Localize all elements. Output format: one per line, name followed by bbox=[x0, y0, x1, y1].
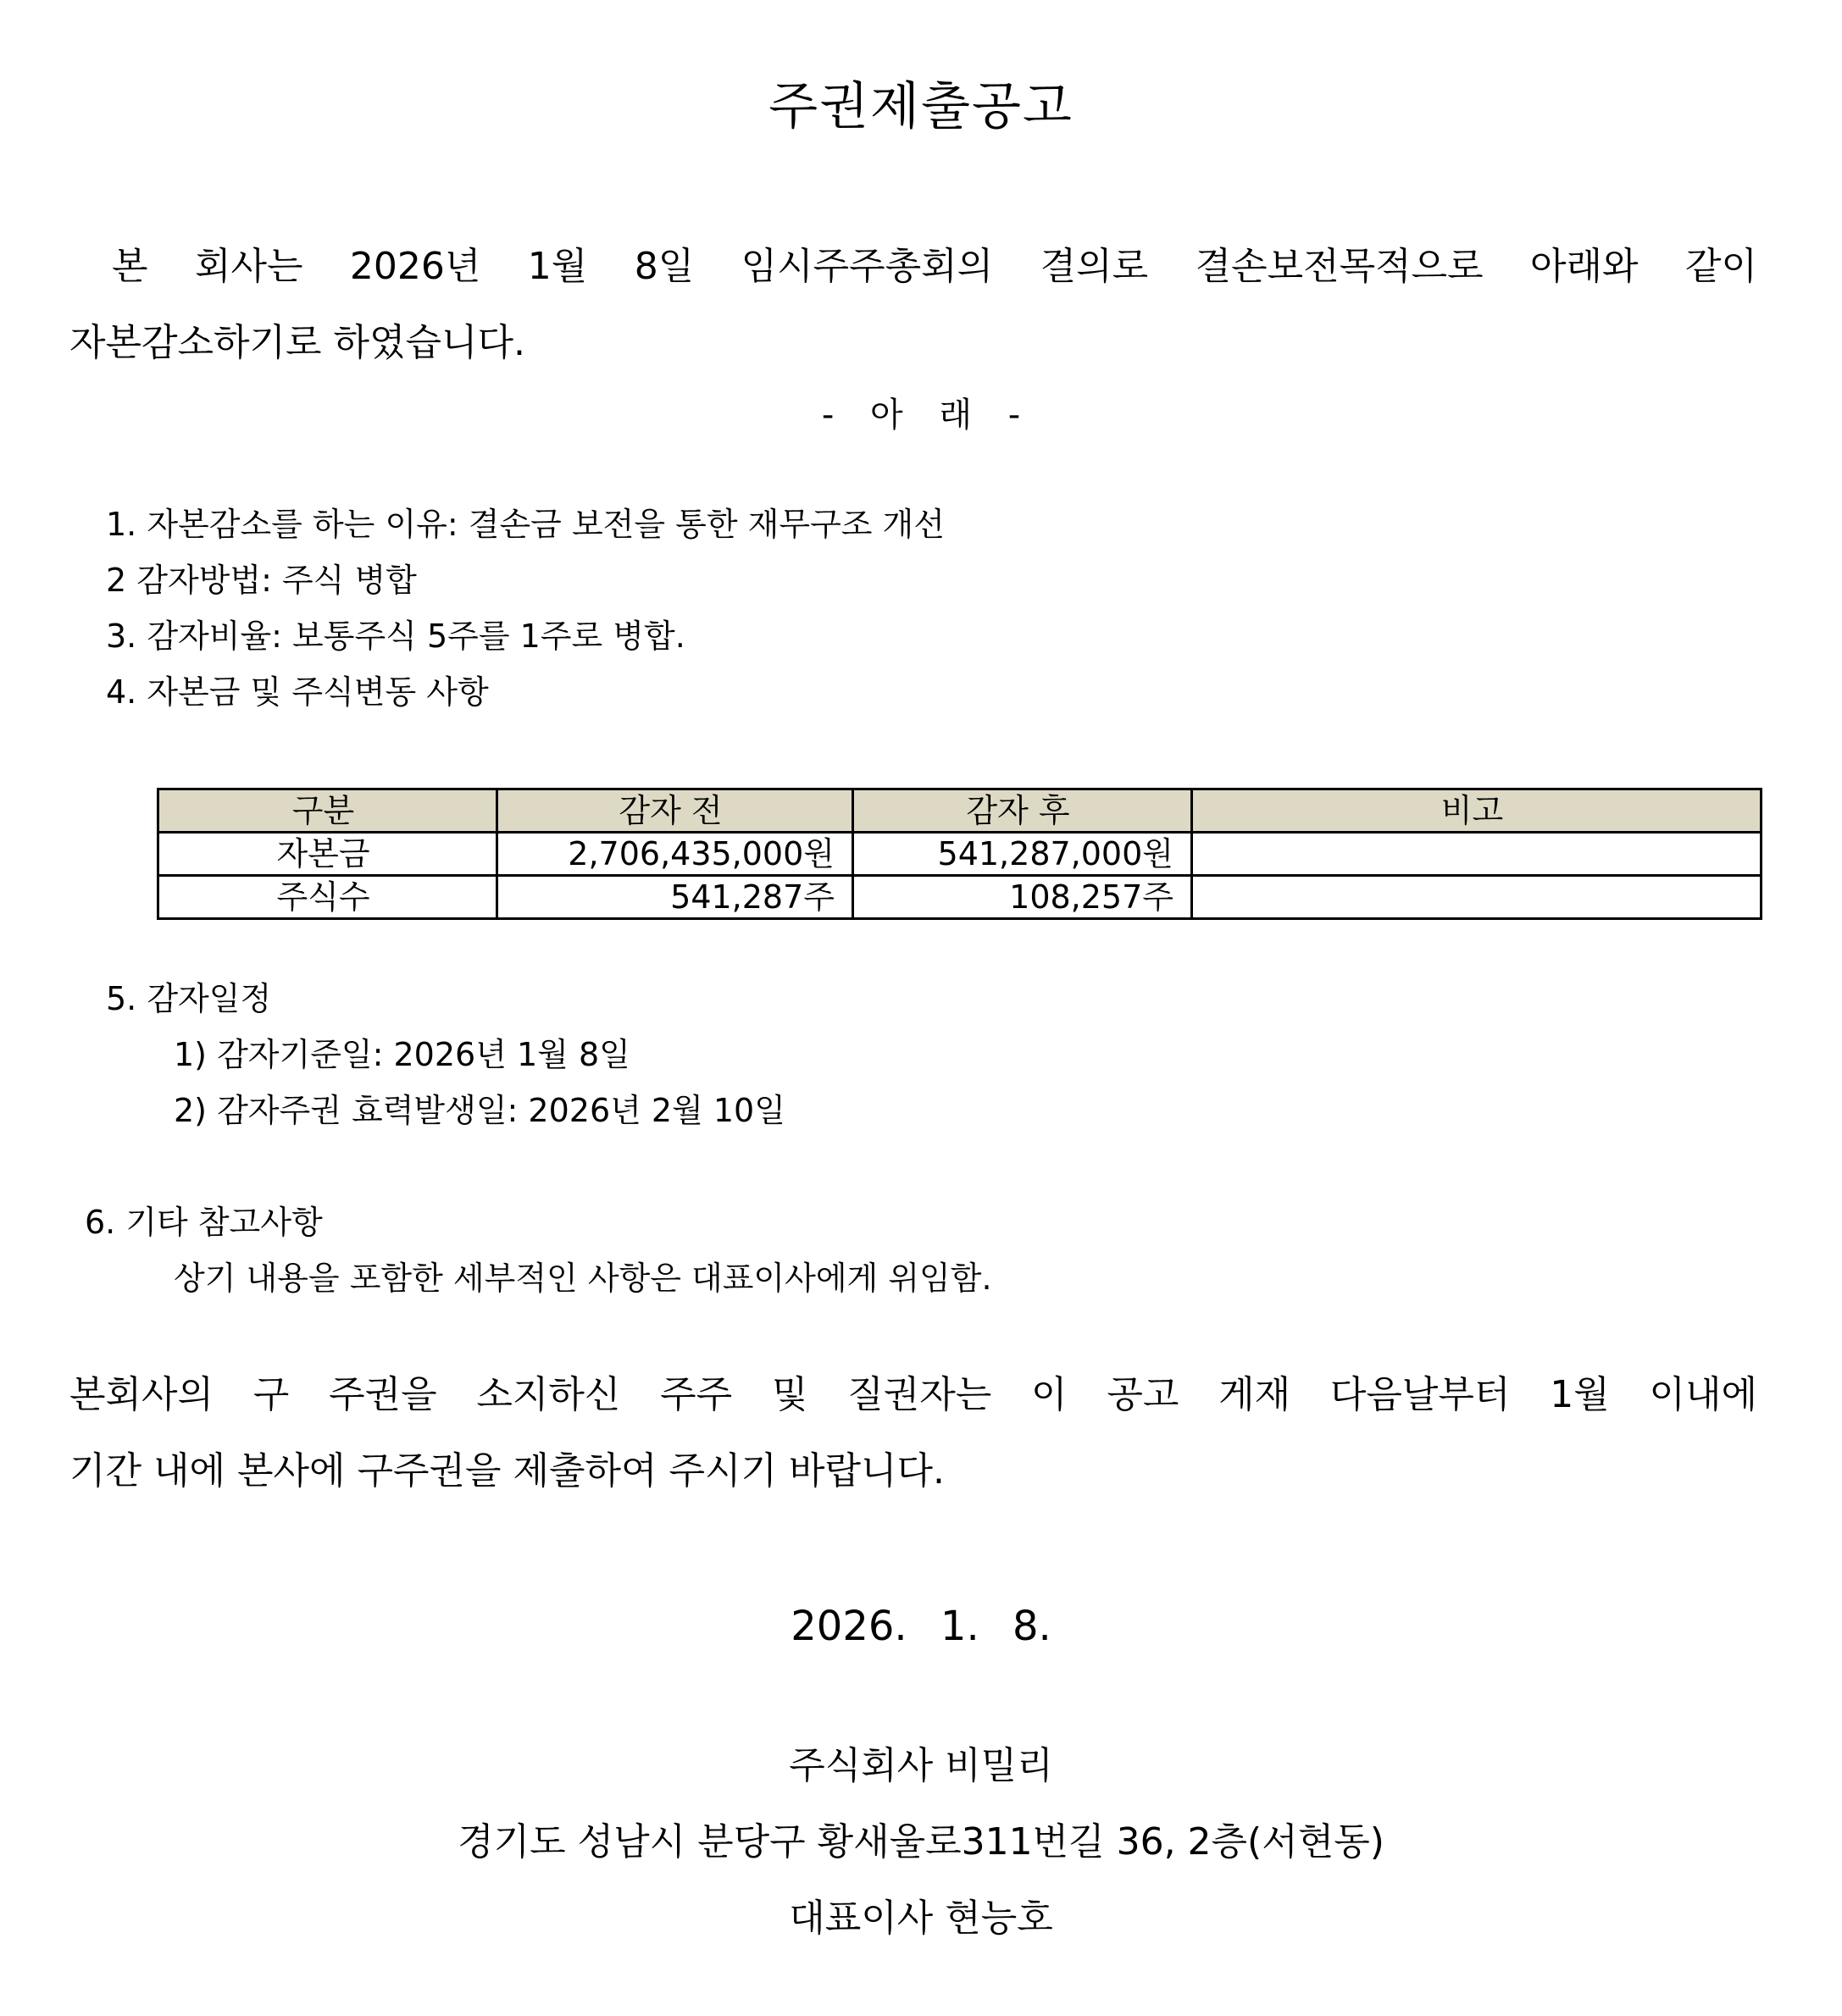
header-remarks: 비고 bbox=[1192, 789, 1762, 833]
list-item-method: 2 감자방법: 주식 병합 bbox=[106, 562, 417, 599]
header-category: 구분 bbox=[158, 789, 497, 833]
schedule-item-record-date: 1) 감자기준일: 2026년 1월 8일 bbox=[174, 1036, 630, 1073]
cell-before: 2,706,435,000원 bbox=[497, 833, 853, 876]
intro-line-2: 자본감소하기로 하였습니다. bbox=[69, 321, 526, 364]
document-title: 주권제출공고 bbox=[768, 77, 1074, 136]
below-marker: - 아 래 - bbox=[821, 396, 1021, 435]
cell-remarks bbox=[1192, 833, 1762, 876]
cell-category: 자본금 bbox=[158, 833, 497, 876]
other-heading: 6. 기타 참고사항 bbox=[85, 1204, 323, 1241]
cell-category: 주식수 bbox=[158, 876, 497, 919]
header-before: 감자 전 bbox=[497, 789, 853, 833]
cell-remarks bbox=[1192, 876, 1762, 919]
company-address: 경기도 성남시 분당구 황새울로311번길 36, 2층(서현동) bbox=[458, 1820, 1384, 1864]
cell-after: 541,287,000원 bbox=[853, 833, 1192, 876]
closing-line-2: 기간 내에 본사에 구주권을 제출하여 주시기 바랍니다. bbox=[69, 1449, 945, 1493]
other-text: 상기 내용을 포함한 세부적인 사항은 대표이사에게 위임함. bbox=[174, 1260, 992, 1297]
cell-after: 108,257주 bbox=[853, 876, 1192, 919]
closing-line-1: 본회사의 구 주권을 소지하신 주주 및 질권자는 이 공고 게재 다음날부터 1월 이내에 bbox=[69, 1373, 1757, 1416]
table-row bbox=[158, 876, 1762, 919]
notice-date: 2026. 1. 8. bbox=[791, 1603, 1051, 1650]
header-after: 감자 후 bbox=[853, 789, 1192, 833]
list-item-changes: 4. 자본금 및 주식변동 사항 bbox=[106, 673, 489, 711]
representative-name: 대표이사 현능호 bbox=[789, 1897, 1053, 1940]
list-item-ratio: 3. 감자비율: 보통주식 5주를 1주로 병합. bbox=[106, 618, 685, 655]
table-row bbox=[158, 833, 1762, 876]
schedule-item-effective-date: 2) 감자주권 효력발생일: 2026년 2월 10일 bbox=[174, 1092, 785, 1129]
cell-before: 541,287주 bbox=[497, 876, 853, 919]
list-item-reason: 1. 자본감소를 하는 이유: 결손금 보전을 통한 재무구조 개선 bbox=[106, 506, 945, 543]
company-name: 주식회사 비밀리 bbox=[789, 1744, 1053, 1787]
table-header-row bbox=[158, 789, 1762, 833]
intro-line-1: 본 회사는 2026년 1월 8일 임시주주총회의 결의로 결손보전목적으로 아래와 같이 bbox=[112, 245, 1757, 288]
schedule-heading: 5. 감자일정 bbox=[106, 980, 272, 1017]
capital-change-table bbox=[157, 788, 1762, 920]
